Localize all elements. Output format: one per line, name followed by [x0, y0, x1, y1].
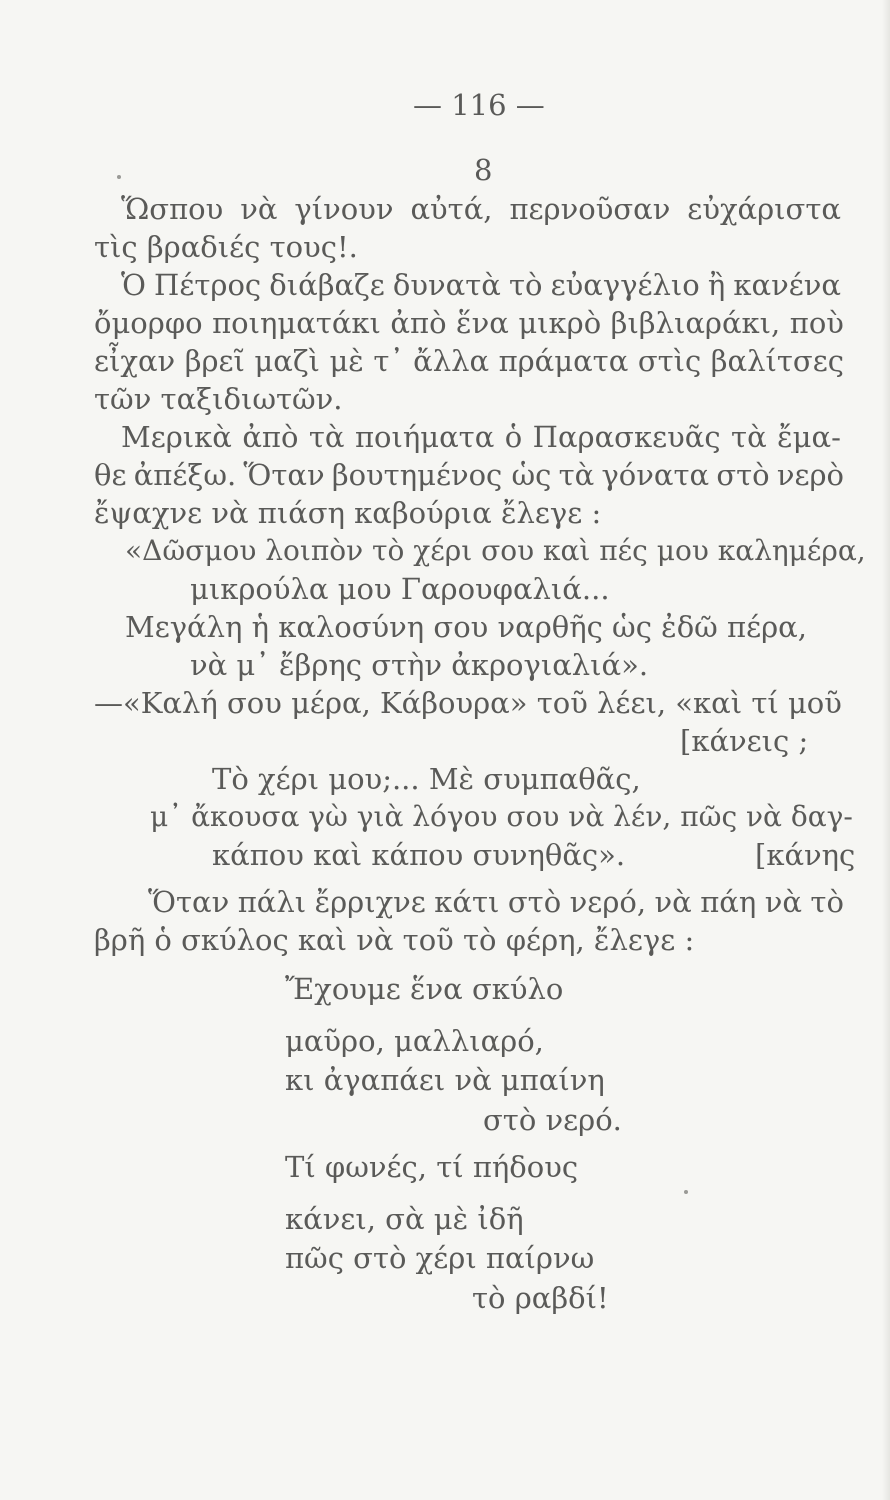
page-edge — [882, 0, 890, 1500]
word: τὰ — [308, 420, 345, 454]
word: Πέτρος — [154, 268, 262, 302]
word: βιβλιαράκι, — [610, 306, 781, 340]
word: ποιήματα — [354, 420, 495, 454]
word: γίνουν — [294, 192, 394, 226]
word: τὸ — [810, 885, 844, 919]
word: ἀπὸ — [390, 306, 447, 340]
poem1-line6: [κάνεις ; — [680, 724, 809, 758]
word: κάτι — [434, 885, 500, 919]
para3-line2 — [94, 458, 844, 492]
word: στὸ — [507, 885, 562, 919]
word: γόνατα — [601, 458, 710, 492]
para4-line2: βρῆ ὁ σκύλος καὶ νὰ τοῦ τὸ φέρη, ἔλεγε : — [94, 923, 695, 957]
word: εὐαγγέλιο — [550, 268, 700, 302]
para3-line1 — [121, 420, 841, 454]
word: διάβαζε — [269, 268, 385, 302]
word: ἀπέξω. — [133, 458, 237, 492]
poem2-stanza1-line4: στὸ νερό. — [483, 1103, 622, 1137]
poem2-stanza2-line4: τὸ ραβδί! — [472, 1281, 609, 1315]
word: νὰ — [654, 885, 692, 919]
word: κανένα — [733, 268, 841, 302]
word: αὐτά, — [410, 192, 493, 226]
para4-line1 — [148, 885, 844, 919]
word: πάλι — [237, 885, 307, 919]
word: στὸ — [716, 458, 770, 492]
word: εὐχάριστα — [687, 192, 841, 226]
para2-line2 — [94, 306, 844, 340]
poem2-stanza1-line3: κι ἀγαπάει νὰ μπαίνη — [285, 1063, 605, 1097]
poem2-stanza2-line1: Τί φωνές, τί πήδους — [285, 1150, 579, 1184]
word: δυνατὰ — [392, 268, 501, 302]
para2-line1 — [121, 268, 841, 302]
word: ὁ — [504, 420, 523, 454]
word: Ὁ — [121, 268, 146, 302]
para1-line1 — [121, 192, 841, 226]
word: πράματα — [498, 344, 629, 378]
para2-line4: τῶν ταξιδιωτῶν. — [94, 382, 343, 416]
poem2-stanza2-line2: κάνει, σὰ μὲ ἰδῆ — [285, 1202, 524, 1236]
poem2-stanza2-line3: πῶς στὸ χέρι παίρνω — [285, 1241, 595, 1275]
poem1-line10: [κάνης — [755, 838, 856, 872]
word: τὰ — [731, 420, 767, 454]
word: βαλίτσες — [710, 344, 844, 378]
word: μαζὶ — [254, 344, 320, 378]
poem2-stanza1-line2: μαῦρο, μαλλιαρό, — [285, 1024, 544, 1058]
word: νὰ — [764, 885, 802, 919]
word: ποιηματάκι — [212, 306, 381, 340]
word: βρεῖ — [184, 344, 245, 378]
word: ἢ — [707, 268, 726, 302]
word: Ὅταν — [148, 885, 230, 919]
poem1-line7: Τὸ χέρι μου;... Μὲ συμπαθᾶς, — [212, 762, 641, 796]
poem2-stanza1-line1: Ἔχουμε ἕνα σκύλο — [285, 972, 564, 1006]
word: Ὅταν — [243, 458, 325, 492]
print-speck — [684, 1190, 688, 1194]
word: μικρὸ — [518, 306, 602, 340]
word: στὶς — [637, 344, 702, 378]
word: νὰ — [240, 192, 278, 226]
poem1-line5: —«Καλή σου μέρα, Κάβουρα» τοῦ λέει, «καὶ τί μοῦ — [94, 686, 842, 720]
poem1-line8: μ᾽ ἄκουσα γὼ γιὰ λόγου σου νὰ λέν, πῶς νὰ δαγ- — [150, 800, 853, 833]
word: Ὥσπου — [121, 192, 224, 226]
poem1-line3: Μεγάλη ἡ καλοσύνη σου ναρθῆς ὡς ἐδῶ πέρα, — [125, 610, 807, 644]
word: νερό, — [569, 885, 647, 919]
word: ἔμα- — [777, 420, 841, 454]
word: πάη — [700, 885, 757, 919]
word: ὄμορφο — [94, 306, 203, 340]
section-number: 8 — [474, 153, 493, 187]
para1-line2: τὶς βραδιές τους!. — [94, 230, 358, 264]
poem1-line2: μικρούλα μου Γαρουφαλιά... — [190, 572, 610, 606]
poem1-line1: «Δῶσμου λοιπὸν τὸ χέρι σου καὶ πές μου καλημέρα, — [125, 534, 866, 567]
page-number: — 116 — — [413, 88, 545, 122]
word: θε — [94, 458, 127, 492]
word: ἀπὸ — [242, 420, 299, 454]
word: τὸ — [508, 268, 543, 302]
word: Παρασκευᾶς — [532, 420, 721, 454]
para3-line3: ἔψαχνε νὰ πιάση καβούρια ἔλεγε : — [94, 496, 602, 530]
word: περνοῦσαν — [509, 192, 671, 226]
word: τὰ — [558, 458, 595, 492]
poem1-line4: νὰ μ᾽ ἔβρης στὴν ἀκρογιαλιά». — [190, 648, 649, 682]
word: μὲ — [329, 344, 364, 378]
print-speck — [117, 175, 121, 179]
word: Μερικὰ — [121, 420, 232, 454]
poem1-line9: κάπου καὶ κάπου συνηθᾶς». — [212, 838, 626, 872]
word: ἔρριχνε — [314, 885, 426, 919]
para2-line3 — [94, 344, 844, 378]
word: ἕνα — [456, 306, 509, 340]
word: νερὸ — [776, 458, 844, 492]
word: εἶχαν — [94, 344, 176, 378]
word: τ᾽ ἄλλα — [373, 344, 490, 378]
word: βουτημένος ὡς — [331, 458, 552, 492]
word: ποὺ — [789, 306, 844, 340]
